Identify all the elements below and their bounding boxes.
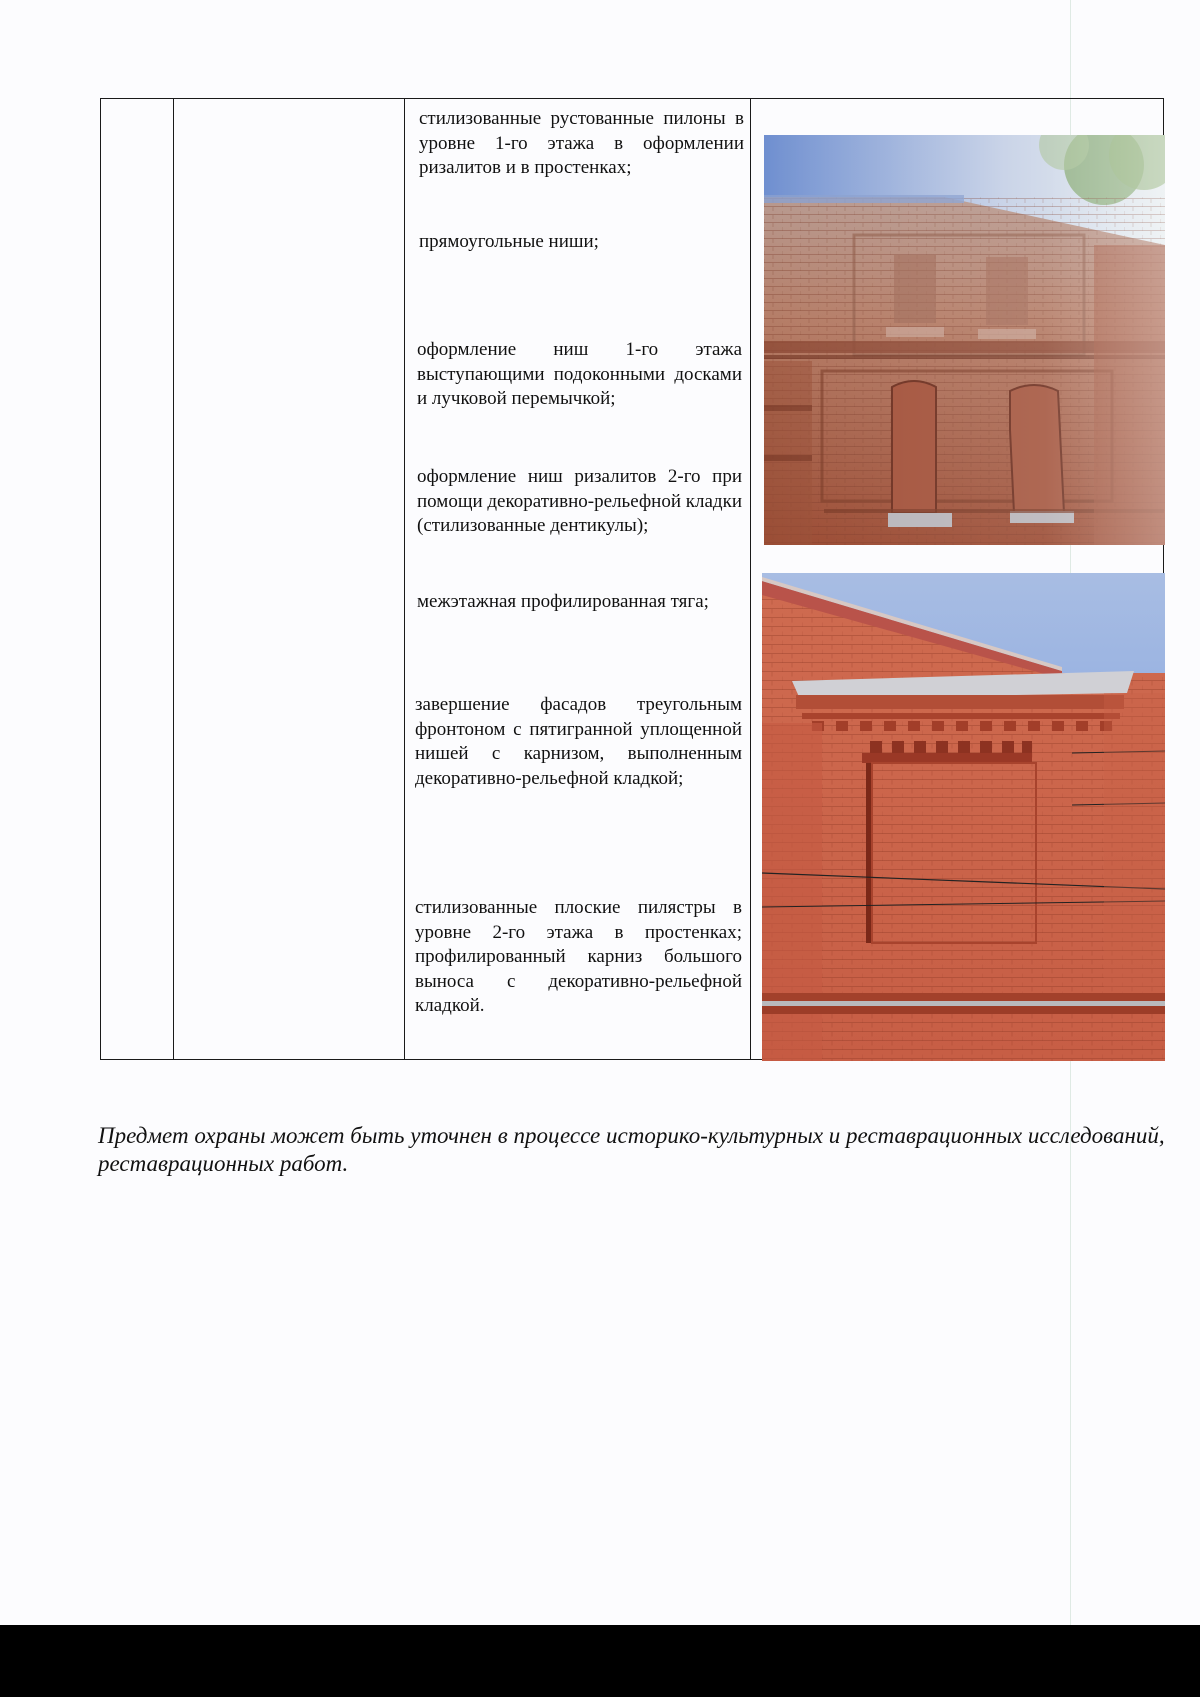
facade-photo-bottom	[762, 573, 1165, 1061]
feature-item-3: оформление ниш 1-го этажа выступающими подоконными досками и лучковой перемычкой;	[417, 339, 742, 409]
protection-subject-table	[100, 98, 1164, 1060]
table-column-divider	[750, 99, 751, 1059]
feature-item-2: прямоугольные ниши;	[419, 231, 599, 252]
scan-black-border	[0, 1625, 1200, 1697]
facade-photo-top	[764, 135, 1165, 545]
feature-item-7: стилизованные плоские пилястры в уровне 2-го этажа в простенках; профилированный карниз большого выноса с декоративно-рельефной кладкой.	[415, 897, 742, 1016]
protection-subject-note: Предмет охраны может быть уточнен в процессе историко-культурных и реставрационных исследований, реставрационных работ.	[98, 1123, 1165, 1176]
feature-item-1: стилизованные рустованные пилоны в уровне 1-го этажа в оформлении ризалитов и в простенках;	[419, 108, 744, 178]
feature-item-5: межэтажная профилированная тяга;	[417, 591, 709, 612]
feature-item-6: завершение фасадов треугольным фронтоном с пятигранной уплощенной нишей с карнизом, выполненным декоративно-рельефной кладкой;	[415, 694, 742, 789]
table-column-divider	[173, 99, 174, 1059]
feature-item-4: оформление ниш ризалитов 2-го при помощи декоративно-рельефной кладки (стилизованные дентикулы);	[417, 466, 742, 536]
table-column-divider	[404, 99, 405, 1059]
